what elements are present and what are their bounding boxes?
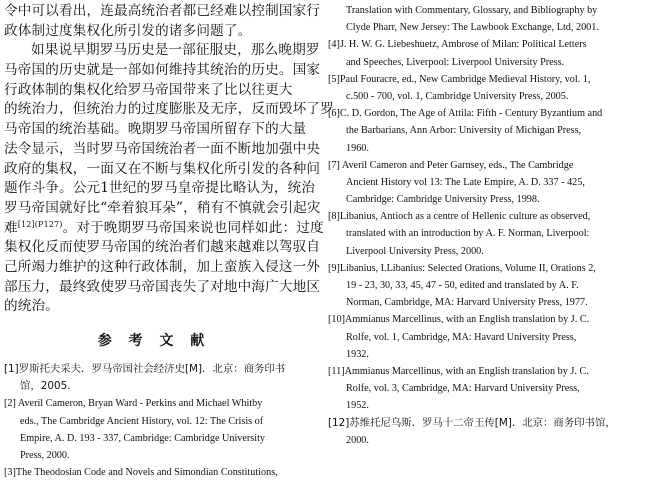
reference-line: 1952. (346, 400, 369, 412)
reference-item (328, 157, 640, 209)
body-line (4, 120, 307, 140)
reference-line: [2] Averil Cameron, Bryan Ward - Perkins and Michael Whitby (4, 398, 263, 410)
reference-line: Clyde Pharr, New Jersey: The Lawbook Exchange, Ltd, 2001. (346, 22, 599, 34)
reference-item (328, 36, 640, 70)
reference-line: 2000. (346, 434, 369, 446)
body-line-text: 马帝国的统治基础。晚期罗马帝国所留存下的大量 (4, 121, 307, 138)
body-line-text: 令中可以看出，连最高统治者都已经难以控制国家行 (4, 3, 321, 19)
body-line-text: 难 (4, 219, 18, 236)
body-line (4, 278, 321, 298)
body-line (4, 297, 304, 317)
body-line (4, 22, 304, 42)
body-text (4, 2, 334, 317)
reference-item (4, 464, 304, 481)
body-line (4, 41, 320, 61)
body-line (4, 61, 321, 81)
reference-item (328, 260, 640, 312)
reference-line: [11]Ammianus Marcellinus, with an English translation by J. C. (328, 365, 589, 377)
left-column (4, 2, 334, 481)
body-line-text: 集权化反而使罗马帝国的统治者们越来越难以驾驭自 (4, 239, 321, 256)
reference-item (328, 2, 640, 36)
references-heading: 参 考 文 献 (97, 333, 211, 349)
body-line (4, 81, 304, 101)
body-line-text: 罗马帝国就好比“牵着狼耳朵”，稍有不慎就会引起灾 (4, 199, 321, 216)
reference-item (328, 363, 640, 415)
body-line (4, 219, 324, 239)
reference-line: 1932. (346, 348, 369, 360)
reference-line: [10]Ammianus Marcellinus, with an English translation by J. C. (328, 314, 590, 326)
body-line (4, 258, 321, 278)
references-list-left (4, 361, 304, 481)
body-line-text: 部压力，最终致使罗马帝国丧失了对地中海广大地区 (4, 278, 321, 295)
reference-line: Translation with Commentary, Glossary, and Bibliography by (346, 5, 598, 16)
reference-line: [4]J. H. W. G. Liebeshuetz, Ambrose of Milan: Political Letters (328, 39, 587, 51)
reference-line: eds., The Cambridge Ancient History, vol. 12: The Crisis of (20, 415, 264, 427)
body-line (4, 100, 334, 120)
body-line-text: 法令显示，当时罗马帝国统治者一面不断地加强中央 (4, 140, 321, 157)
reference-item (4, 395, 304, 464)
reference-line: c.500 - 700, vol. 1, Cambridge University Press, 2005. (346, 90, 569, 102)
reference-line: Liverpool University Press, 2000. (346, 245, 484, 257)
body-line (4, 238, 321, 258)
reference-item (4, 361, 304, 395)
reference-line: [8]Libanius, Antioch as a centre of Hellenic culture as observed, (328, 211, 591, 223)
body-line-text: 的统治。 (4, 298, 59, 315)
reference-line: [12]苏维托尼乌斯．罗马十二帝王传[M]．北京：商务印书馆， (328, 416, 616, 429)
reference-line: 19 - 23, 30, 33, 45, 47 - 50, edited and translated by A. F. (346, 280, 579, 291)
reference-item (328, 71, 640, 105)
reference-line: Rolfe, vol. 1, Cambridge, MA: Havard University Press, (346, 331, 577, 343)
body-line-text: 题作斗争。公元1世纪的罗马皇帝提比略认为，统治 (4, 180, 316, 197)
reference-line: translated with an introduction by A. F. Norman, Liverpool: (346, 228, 590, 240)
body-line (4, 160, 321, 180)
reference-item (328, 105, 640, 157)
reference-line: [7] Averil Cameron and Peter Garnsey, eds., The Cambridge (328, 159, 574, 171)
reference-line: [5]Paul Fouracre, ed., New Cambridge Medieval History, vol. 1, (328, 73, 591, 85)
body-line-text: 如果说早期罗马历史是一部征服史，那么晚期罗 (31, 42, 320, 59)
references-list-right (328, 2, 640, 449)
body-line-text: 己所竭力维护的这种行政体制，加上蛮族入侵这一外 (4, 258, 321, 275)
reference-line: [6]C. D. Gordon, The Age of Attila: Fifth - Century Byzantium and (328, 108, 603, 120)
body-line-text: 行政体制的集权化给罗马帝国带来了比以往更大 (4, 81, 293, 98)
reference-line: and Speeches, Liverpool: Liverpool University Press. (346, 56, 565, 68)
body-line-text: 马帝国的历史就是一部如何维持其统治的历史。国家 (4, 62, 321, 79)
reference-line: Empire, A. D. 193 - 337, Cambridge: Cambridge University (20, 432, 266, 444)
reference-line: 馆，2005． (20, 380, 78, 393)
body-line (4, 199, 321, 219)
reference-line: [9]Libanius, I.Libanius: Selected Orations, Volume II, Orations 2, (328, 262, 596, 274)
reference-line: [3]The Theodosian Code and Novels and Simondian Constitutions, (4, 467, 278, 479)
reference-line: 1960. (346, 142, 369, 154)
body-line-text: 政府的集权，一面又在不断与集权化所引发的各种问 (4, 160, 321, 177)
reference-line: Norman, Cambridge, MA: Harvard University Press, 1977. (346, 297, 588, 309)
reference-line: the Barbarians, Ann Arbor: University of Michigan Press, (346, 125, 582, 137)
body-line-text: 。对于晚期罗马帝国来说也同样如此：过度 (62, 219, 324, 236)
reference-line: Cambridge: Cambridge University Press, 1998. (346, 194, 540, 206)
reference-line: Ancient History vol 13: The Late Empire, A. D. 337 - 425, (346, 176, 585, 188)
citation-superscript: [12](P127) (17, 219, 63, 229)
reference-item (328, 208, 640, 260)
reference-item (328, 415, 640, 449)
reference-line: Press, 2000. (20, 449, 70, 461)
body-line-text: 的统治力，但统治力的过度膨胀及无序，反而毁坏了罗 (4, 101, 334, 118)
body-line (4, 179, 316, 199)
reference-line: [1]罗斯托夫采夫．罗马帝国社会经济史[M]．北京：商务印书 (4, 363, 286, 375)
reference-line: Rolfe, vol. 3, Cambridge, MA: Harvard University Press, (346, 383, 580, 395)
reference-item (328, 311, 640, 363)
body-line (4, 2, 321, 22)
body-line (4, 140, 321, 160)
right-column (328, 2, 640, 449)
body-line-text: 政体制过度集权化所引发的诸多问题了。 (4, 22, 252, 39)
